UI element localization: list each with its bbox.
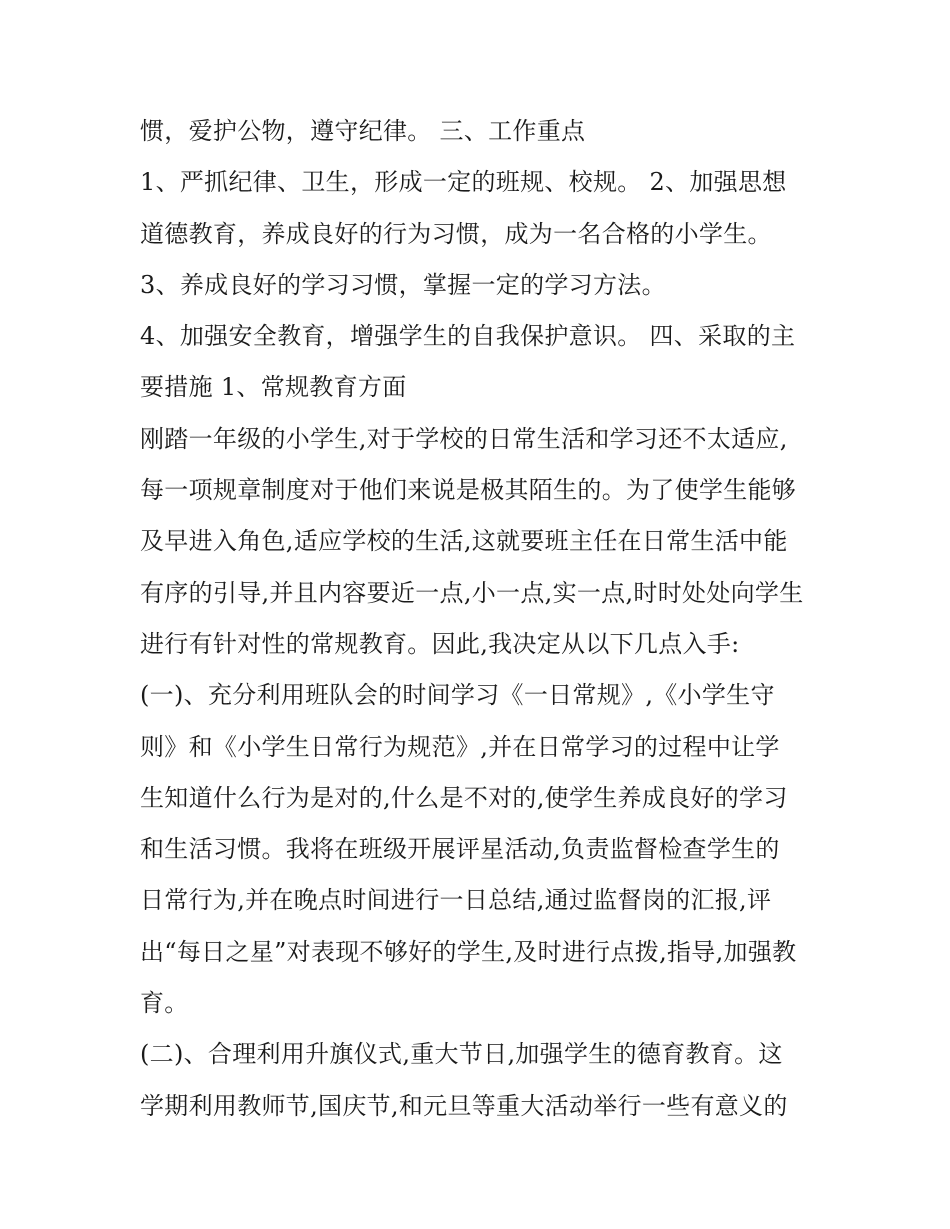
text-line: 则》和《小学生日常行为规范》,并在日常学习的过程中让学 <box>140 732 780 761</box>
text-line: 进行有针对性的常规教育。因此,我决定从以下几点入手: <box>140 629 740 658</box>
text-line: 出“每日之星”对表现不够好的学生,及时进行点拨,指导,加强教 <box>140 937 797 966</box>
document-body <box>140 106 830 1132</box>
text-line: 4、加强安全教育，增强学生的自我保护意识。 四、采取的主 <box>140 322 796 351</box>
text-line: 育。 <box>140 989 189 1018</box>
text-line: 和生活习惯。我将在班级开展评星活动,负责监督检查学生的 <box>140 835 780 864</box>
text-line: (一)、充分利用班队会的时间学习《一日常规》,《小学生守 <box>140 681 775 710</box>
text-line: 日常行为,并在晚点时间进行一日总结,通过监督岗的汇报,评 <box>140 886 772 915</box>
text-line: 每一项规章制度对于他们来说是极其陌生的。为了使学生能够 <box>140 476 797 505</box>
text-line: 生知道什么行为是对的,什么是不对的,使学生养成良好的学习 <box>140 783 788 812</box>
text-line: 及早进入角色,适应学校的生活,这就要班主任在日常生活中能 <box>140 527 788 556</box>
text-line: 有序的引导,并且内容要近一点,小一点,实一点,时时处处向学生 <box>140 578 804 607</box>
text-line: 刚踏一年级的小学生,对于学校的日常生活和学习还不太适应, <box>140 424 788 453</box>
text-line: (二)、合理利用升旗仪式,重大节日,加强学生的德育教育。这 <box>140 1040 783 1069</box>
text-line: 学期利用教师节,国庆节,和元旦等重大活动举行一些有意义的 <box>140 1091 788 1120</box>
text-line: 3、养成良好的学习习惯，掌握一定的学习方法。 <box>140 270 666 299</box>
text-line: 要措施 1、常规教育方面 <box>140 373 407 402</box>
text-line: 1、严抓纪律、卫生，形成一定的班规、校规。 2、加强思想 <box>140 168 787 197</box>
text-line: 惯，爱护公物，遵守纪律。 三、工作重点 <box>140 117 586 145</box>
text-line: 道德教育，养成良好的行为习惯，成为一名合格的小学生。 <box>140 219 772 248</box>
